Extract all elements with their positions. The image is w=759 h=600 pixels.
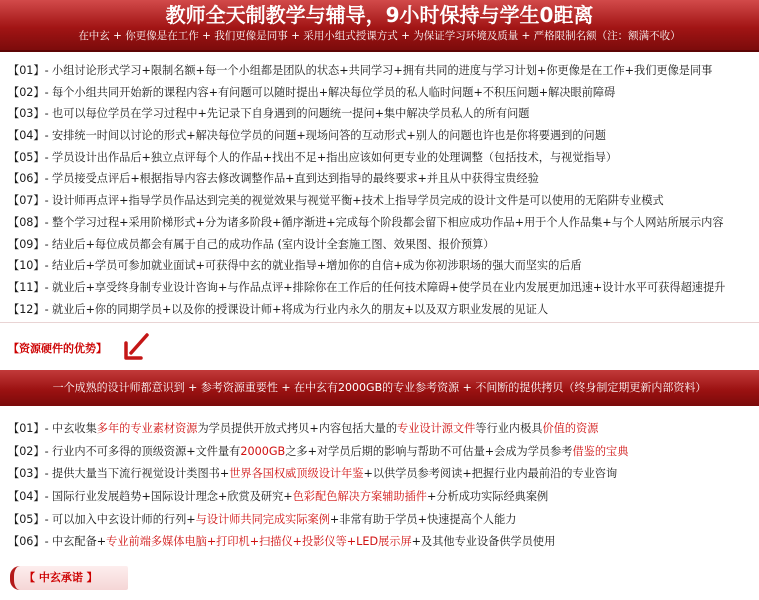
item-text: 就业后+享受终身制专业设计咨询+与作品点评+排除你在工作后的任何技术障碍+使学员在业内发展更加迅速+设计水平可获得超速提升: [52, 280, 726, 294]
item-text: 中玄配备+: [52, 535, 107, 549]
highlight-text: 专业前端多媒体电脑+打印机+扫描仪+投影仪等+LED展示屏: [106, 535, 412, 549]
item-text: 提供大量当下流行视觉设计类图书+: [52, 467, 230, 481]
item-text: +以供学员参考阅读+把握行业内最前沿的专业咨询: [363, 467, 618, 481]
list-item: [8, 82, 756, 104]
item-text: 结业后+学员可参加就业面试+可获得中玄的就业指导+增加你的自信+成为你初涉职场的强大而坚实的后盾: [52, 259, 582, 273]
item-text: 安排统一时间以讨论的形式+解决每位学员的问题+现场问答的互动形式+别人的问题也许也是你将要遇到的问题: [52, 129, 606, 143]
item-number: 【03】-: [8, 467, 49, 481]
list-item: [8, 441, 756, 464]
item-text: 中玄收集: [52, 422, 97, 435]
item-text: 每个小组共同开始新的课程内容+有问题可以随时提出+解决每位学员的私人临时问题+不积压问题+解决眼前障碍: [52, 85, 616, 99]
list-item: [8, 463, 756, 486]
highlight-text: 与设计师共同完成实际案例: [195, 512, 330, 526]
hand-drawn-arrow-icon: [121, 333, 155, 363]
item-text: +非常有助于学员+快速提高个人能力: [329, 512, 517, 526]
item-text: +及其他专业设备供学员使用: [411, 535, 556, 549]
item-text: 设计师再点评+指导学员作品达到完美的视觉效果与视觉平衡+技术上指导学员完成的设计文件是可以使用的无陷阱专业模式: [52, 194, 664, 208]
item-text: 之多+对学员后期的影响与帮助不可估量+会成为学员参考: [285, 444, 573, 458]
list-item: [8, 125, 756, 147]
list-item: [8, 190, 756, 212]
list-item: [8, 212, 756, 234]
list-item: [8, 60, 756, 82]
list-item: [8, 509, 756, 532]
item-number: 【03】-: [8, 107, 49, 121]
item-number: 【09】-: [8, 237, 49, 251]
highlight-text: 借鉴的宝典: [572, 444, 629, 458]
item-text: 就业后+你的同期学员+以及你的授课设计师+将成为行业内永久的朋友+以及双方职业发展的见证人: [52, 302, 549, 316]
highlight-text: 多年的专业素材资源: [96, 422, 198, 435]
highlight-text: 世界各国权威顶级设计年鉴: [229, 467, 364, 481]
top-banner: [0, 0, 759, 52]
banner-title: 教师全天制教学与辅导，9小时保持与学生0距离: [165, 3, 594, 27]
list-item: [8, 168, 756, 190]
highlight-text: 价值的资源: [542, 422, 599, 435]
item-text: 行业内不可多得的顶级资源+文件量有: [52, 444, 241, 458]
item-number: 【01】-: [8, 422, 49, 435]
item-text: 学员接受点评后+根据指导内容去修改调整作品+直到达到指导的最终要求+并且从中获得宝贵经验: [52, 172, 539, 186]
item-text: 国际行业发展趋势+国际设计理念+欣赏及研究+: [52, 490, 293, 504]
item-text: +分析成功实际经典案例: [426, 490, 549, 504]
highlight-text: 2000GB: [240, 444, 286, 458]
item-number: 【08】-: [8, 215, 49, 229]
list-item: [8, 234, 756, 256]
section-divider: [0, 322, 759, 323]
list-item: [8, 531, 756, 554]
item-text: 结业后+每位成员都会有属于自己的成功作品 (室内设计全套施工图、效果图、报价预算）: [52, 237, 495, 251]
item-text: 整个学习过程+采用阶梯形式+分为诸多阶段+循序渐进+完成每个阶段都会留下相应成功作品+用于个人作品集+与个人网站所展示内容: [52, 215, 724, 229]
item-number: 【10】-: [8, 259, 49, 273]
item-number: 【05】-: [8, 512, 49, 526]
resources-heading-label: 【资源硬件的优势】: [8, 342, 107, 355]
item-text: 学员设计出作品后+独立点评每个人的作品+找出不足+指出应该如何更专业的处理调整（包括技术，与视觉指导）: [52, 150, 618, 164]
item-number: 【11】-: [8, 280, 49, 294]
item-number: 【06】-: [8, 535, 49, 549]
item-number: 【02】-: [8, 444, 49, 458]
resources-heading: [8, 336, 155, 360]
item-number: 【07】-: [8, 194, 49, 208]
list-item: [8, 486, 756, 509]
resources-banner: 一个成熟的设计师都意识到 + 参考资源重要性 + 在中玄有2000GB的专业参考资源 + 不间断的提供拷贝（终身制定期更新内部资料）: [0, 370, 759, 406]
item-text: 小组讨论形式学习+限制名额+每一个小组都是团队的状态+共同学习+拥有共同的进度与学习计划+你更像是在工作+我们更像是同事: [52, 64, 713, 77]
item-number: 【05】-: [8, 150, 49, 164]
item-number: 【02】-: [8, 85, 49, 99]
list-item: [8, 418, 756, 441]
banner-subtitle: 在中玄 + 你更像是在工作 + 我们更像是同事 + 采用小组式授课方式 + 为保证学习环境及质量 + 严格限制名额（注：额满不收）: [78, 30, 681, 42]
list-item: [8, 299, 756, 321]
list-item: [8, 103, 756, 125]
list-item: [8, 255, 756, 277]
item-text: 也可以每位学员在学习过程中+先记录下自身遇到的问题统一提问+集中解决学员私人的所有问题: [52, 107, 530, 121]
list-item: [8, 277, 756, 299]
highlight-text: 专业设计源文件: [397, 422, 476, 435]
item-number: 【12】-: [8, 302, 49, 316]
resources-list: [8, 418, 756, 554]
item-number: 【06】-: [8, 172, 49, 186]
list-item: [8, 147, 756, 169]
item-number: 【04】-: [8, 490, 49, 504]
item-number: 【04】-: [8, 129, 49, 143]
teaching-list: [8, 60, 756, 320]
highlight-text: 色彩配色解决方案辅助插件: [292, 490, 427, 504]
item-text: 可以加入中玄设计师的行列+: [52, 512, 196, 526]
promise-heading: 【 中玄承诺 】: [10, 566, 128, 590]
item-text: 为学员提供开放式拷贝+内容包括大量的: [197, 422, 398, 435]
item-text: 等行业内极具: [475, 422, 543, 435]
item-number: 【01】-: [8, 64, 49, 77]
